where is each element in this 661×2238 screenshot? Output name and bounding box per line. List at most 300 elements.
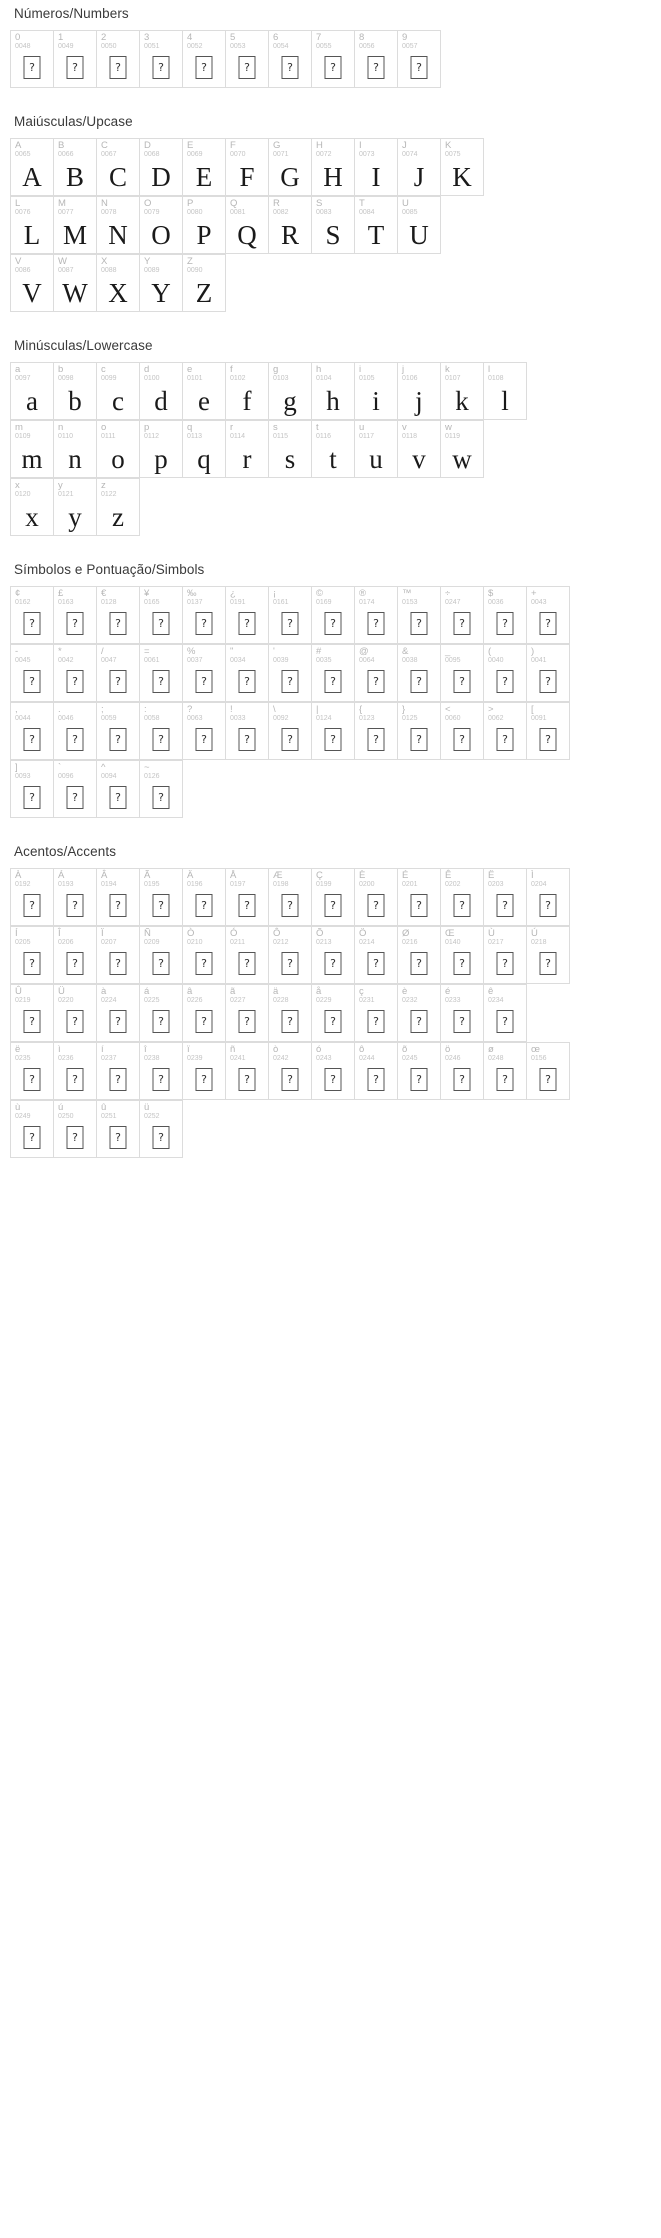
glyph-cell[interactable] (11, 31, 54, 88)
glyph-cell[interactable] (226, 985, 269, 1042)
glyph-cell[interactable] (11, 479, 54, 536)
glyph-cell[interactable] (11, 703, 54, 760)
glyph-code-label: 0100 (144, 375, 160, 382)
glyph-cell[interactable] (11, 363, 54, 420)
glyph-cell[interactable] (312, 869, 355, 926)
missing-glyph-icon: ? (67, 952, 84, 975)
glyph-char-label: ë (15, 1044, 21, 1055)
glyph-cell[interactable] (269, 703, 312, 760)
glyph-cell[interactable] (441, 645, 484, 702)
glyph-code-label: 0091 (531, 715, 547, 722)
glyph-cell[interactable] (398, 1043, 441, 1100)
glyph-preview: b (68, 386, 82, 416)
glyph-char-label: Û (15, 986, 22, 997)
glyph-cell[interactable] (140, 869, 183, 926)
missing-glyph-icon: ? (454, 894, 471, 917)
glyph-char-label: ~ (144, 762, 150, 773)
glyph-cell[interactable] (11, 255, 54, 312)
glyph-code-label: 0200 (359, 881, 375, 888)
glyph-cell[interactable] (140, 197, 183, 254)
glyph-row (10, 926, 570, 984)
glyph-cell[interactable] (54, 869, 97, 926)
glyph-cell[interactable] (140, 1101, 183, 1158)
glyph-preview: V (22, 278, 42, 308)
glyph-cell[interactable] (484, 645, 527, 702)
missing-glyph-icon: ? (454, 1068, 471, 1091)
glyph-cell[interactable] (441, 587, 484, 644)
glyph-cell[interactable] (97, 703, 140, 760)
glyph-code-label: 0045 (15, 657, 31, 664)
glyph-cell[interactable] (355, 421, 398, 478)
glyph-cell[interactable] (355, 985, 398, 1042)
missing-glyph-icon: ? (454, 728, 471, 751)
glyph-cell[interactable] (226, 421, 269, 478)
glyph-section-lowercase (0, 338, 661, 562)
glyph-preview: A (22, 162, 42, 192)
glyph-cell[interactable] (183, 255, 226, 312)
glyph-cell[interactable] (226, 927, 269, 984)
glyph-cell[interactable] (97, 645, 140, 702)
glyph-cell[interactable] (11, 985, 54, 1042)
glyph-cell[interactable] (54, 255, 97, 312)
glyph-char-label: P (187, 198, 194, 209)
glyph-char-label: î (144, 1044, 147, 1055)
glyph-cell[interactable] (226, 587, 269, 644)
glyph-char-label: c (101, 364, 106, 375)
glyph-cell[interactable] (312, 645, 355, 702)
glyph-char-label: Ú (531, 928, 538, 939)
glyph-cell[interactable] (269, 363, 312, 420)
glyph-char-label: è (402, 986, 408, 997)
glyph-cell[interactable] (54, 139, 97, 196)
glyph-cell[interactable] (54, 587, 97, 644)
glyph-cell[interactable] (97, 1101, 140, 1158)
glyph-cell[interactable] (355, 869, 398, 926)
glyph-code-label: 0074 (402, 151, 418, 158)
glyph-cell[interactable] (441, 869, 484, 926)
glyph-cell[interactable] (54, 761, 97, 818)
glyph-cell[interactable] (54, 1043, 97, 1100)
glyph-cell[interactable] (484, 587, 527, 644)
glyph-cell[interactable] (355, 363, 398, 420)
glyph-preview: j (415, 386, 423, 416)
glyph-cell[interactable] (398, 703, 441, 760)
glyph-preview: M (62, 220, 87, 250)
missing-glyph-icon: ? (368, 670, 385, 693)
glyph-cell[interactable] (355, 587, 398, 644)
glyph-cell[interactable] (355, 645, 398, 702)
glyph-cell[interactable] (11, 645, 54, 702)
glyph-cell[interactable] (97, 197, 140, 254)
glyph-code-label: 0034 (230, 657, 246, 664)
glyph-cell[interactable] (312, 31, 355, 88)
glyph-char-label: ç (359, 986, 364, 997)
missing-glyph-icon: ? (153, 1010, 170, 1033)
glyph-cell[interactable] (11, 421, 54, 478)
glyph-char-label: ñ (230, 1044, 236, 1055)
glyph-cell[interactable] (11, 761, 54, 818)
glyph-cell[interactable] (54, 31, 97, 88)
missing-glyph-icon: ? (196, 670, 213, 693)
glyph-cell[interactable] (11, 869, 54, 926)
glyph-cell[interactable] (269, 985, 312, 1042)
glyph-code-label: 0191 (230, 599, 246, 606)
glyph-cell[interactable] (269, 587, 312, 644)
glyph-code-label: 0243 (316, 1055, 332, 1062)
glyph-cell[interactable] (355, 197, 398, 254)
glyph-cell[interactable] (140, 645, 183, 702)
glyph-cell[interactable] (11, 927, 54, 984)
glyph-cell[interactable] (54, 1101, 97, 1158)
glyph-cell[interactable] (140, 927, 183, 984)
missing-glyph-icon: ? (282, 728, 299, 751)
glyph-cell[interactable] (484, 1043, 527, 1100)
glyph-cell[interactable] (312, 587, 355, 644)
glyph-cell[interactable] (183, 421, 226, 478)
glyph-char-label: 1 (58, 32, 64, 43)
glyph-char-label: j (402, 364, 405, 375)
glyph-cell[interactable] (527, 703, 570, 760)
glyph-cell[interactable] (183, 985, 226, 1042)
glyph-cell[interactable] (54, 479, 97, 536)
glyph-cell[interactable] (140, 31, 183, 88)
section-spacer (0, 536, 661, 562)
glyph-cell[interactable] (441, 927, 484, 984)
missing-glyph-icon: ? (497, 1010, 514, 1033)
missing-glyph-icon: ? (239, 894, 256, 917)
glyph-cell[interactable] (269, 645, 312, 702)
glyph-char-label: # (316, 646, 322, 657)
glyph-char-label: Ã (144, 870, 151, 881)
glyph-section-accents (0, 844, 661, 1184)
glyph-char-label: ) (531, 646, 535, 657)
missing-glyph-icon: ? (540, 612, 557, 635)
glyph-code-label: 0194 (101, 881, 117, 888)
glyph-char-label: ó (316, 1044, 322, 1055)
glyph-cell[interactable] (11, 1101, 54, 1158)
glyph-preview: G (280, 162, 300, 192)
glyph-code-label: 0233 (445, 997, 461, 1004)
missing-glyph-icon: ? (196, 952, 213, 975)
glyph-code-label: 0250 (58, 1113, 74, 1120)
glyph-cell[interactable] (183, 645, 226, 702)
glyph-cell[interactable] (269, 869, 312, 926)
glyph-cell[interactable] (54, 927, 97, 984)
glyph-cell[interactable] (269, 197, 312, 254)
glyph-cell[interactable] (269, 31, 312, 88)
glyph-code-label: 0140 (445, 939, 461, 946)
glyph-cell[interactable] (312, 985, 355, 1042)
glyph-char-label: G (273, 140, 281, 151)
glyph-preview: c (112, 386, 124, 416)
glyph-cell[interactable] (312, 363, 355, 420)
missing-glyph-icon: ? (24, 612, 41, 635)
glyph-code-label: 0043 (531, 599, 547, 606)
glyph-cell[interactable] (484, 869, 527, 926)
glyph-code-label: 0207 (101, 939, 117, 946)
glyph-code-label: 0213 (316, 939, 332, 946)
glyph-code-label: 0071 (273, 151, 289, 158)
glyph-code-label: 0092 (273, 715, 289, 722)
glyph-cell[interactable] (140, 139, 183, 196)
glyph-cell[interactable] (97, 139, 140, 196)
glyph-char-label: ò (273, 1044, 279, 1055)
glyph-cell[interactable] (183, 587, 226, 644)
glyph-row (10, 984, 527, 1042)
glyph-cell[interactable] (398, 139, 441, 196)
glyph-char-label: ] (15, 762, 18, 773)
glyph-cell[interactable] (226, 31, 269, 88)
glyph-cell[interactable] (97, 363, 140, 420)
glyph-char-label: Ø (402, 928, 410, 939)
glyph-cell[interactable] (269, 1043, 312, 1100)
glyph-cell[interactable] (484, 927, 527, 984)
glyph-code-label: 0239 (187, 1055, 203, 1062)
glyph-cell[interactable] (527, 587, 570, 644)
glyph-char-label: ¿ (230, 588, 236, 599)
glyph-code-label: 0216 (402, 939, 418, 946)
missing-glyph-icon: ? (239, 670, 256, 693)
glyph-cell[interactable] (97, 479, 140, 536)
glyph-cell[interactable] (183, 703, 226, 760)
glyph-code-label: 0128 (101, 599, 117, 606)
missing-glyph-icon: ? (454, 1010, 471, 1033)
glyph-char-label: Ñ (144, 928, 151, 939)
glyph-code-label: 0203 (488, 881, 504, 888)
glyph-cell[interactable] (97, 761, 140, 818)
glyph-cell[interactable] (183, 31, 226, 88)
glyph-cell[interactable] (97, 927, 140, 984)
glyph-cell[interactable] (183, 139, 226, 196)
missing-glyph-icon: ? (239, 612, 256, 635)
glyph-char-label: á (144, 986, 150, 997)
glyph-cell[interactable] (441, 985, 484, 1042)
glyph-cell[interactable] (312, 927, 355, 984)
glyph-char-label: y (58, 480, 63, 491)
glyph-char-label: , (15, 704, 18, 715)
glyph-cell[interactable] (269, 927, 312, 984)
glyph-cell[interactable] (226, 1043, 269, 1100)
glyph-code-label: 0042 (58, 657, 74, 664)
glyph-char-label: Ó (230, 928, 238, 939)
missing-glyph-icon: ? (282, 1068, 299, 1091)
glyph-cell[interactable] (183, 869, 226, 926)
glyph-cell[interactable] (183, 197, 226, 254)
glyph-cell[interactable] (54, 363, 97, 420)
glyph-preview: h (326, 386, 340, 416)
glyph-code-label: 0040 (488, 657, 504, 664)
glyph-cell[interactable] (398, 31, 441, 88)
glyph-code-label: 0156 (531, 1055, 547, 1062)
glyph-cell[interactable] (484, 703, 527, 760)
glyph-cell[interactable] (97, 985, 140, 1042)
glyph-code-label: 0090 (187, 267, 203, 274)
glyph-code-label: 0060 (445, 715, 461, 722)
glyph-char-label: ê (488, 986, 494, 997)
glyph-cell[interactable] (441, 1043, 484, 1100)
glyph-code-label: 0089 (144, 267, 160, 274)
glyph-cell[interactable] (183, 927, 226, 984)
glyph-cell[interactable] (484, 985, 527, 1042)
glyph-cell[interactable] (140, 761, 183, 818)
glyph-code-label: 0051 (144, 43, 160, 50)
glyph-cell[interactable] (441, 363, 484, 420)
glyph-cell[interactable] (140, 587, 183, 644)
glyph-code-label: 0111 (101, 433, 116, 440)
glyph-cell[interactable] (11, 587, 54, 644)
glyph-cell[interactable] (183, 363, 226, 420)
glyph-cell[interactable] (484, 363, 527, 420)
glyph-cell[interactable] (527, 869, 570, 926)
glyph-cell[interactable] (355, 1043, 398, 1100)
glyph-cell[interactable] (441, 703, 484, 760)
glyph-cell[interactable] (54, 197, 97, 254)
glyph-cell[interactable] (54, 985, 97, 1042)
glyph-cell[interactable] (312, 197, 355, 254)
glyph-char-label: 5 (230, 32, 236, 43)
glyph-cell[interactable] (183, 1043, 226, 1100)
glyph-cell[interactable] (312, 139, 355, 196)
glyph-code-label: 0165 (144, 599, 160, 606)
glyph-code-label: 0212 (273, 939, 289, 946)
glyph-cell[interactable] (527, 1043, 570, 1100)
glyph-row (10, 138, 484, 196)
missing-glyph-icon: ? (325, 612, 342, 635)
missing-glyph-icon: ? (24, 894, 41, 917)
missing-glyph-icon: ? (540, 728, 557, 751)
glyph-code-label: 0120 (15, 491, 31, 498)
glyph-cell[interactable] (226, 139, 269, 196)
glyph-char-label: B (58, 140, 65, 151)
glyph-cell[interactable] (527, 645, 570, 702)
missing-glyph-icon: ? (325, 670, 342, 693)
missing-glyph-icon: ? (67, 56, 84, 79)
glyph-char-label: ü (144, 1102, 150, 1113)
glyph-char-label: 7 (316, 32, 322, 43)
glyph-code-label: 0116 (316, 433, 332, 440)
glyph-code-label: 0058 (144, 715, 160, 722)
glyph-cell[interactable] (140, 985, 183, 1042)
glyph-cell[interactable] (140, 363, 183, 420)
missing-glyph-icon: ? (497, 952, 514, 975)
glyph-char-label: 4 (187, 32, 193, 43)
missing-glyph-icon: ? (24, 1010, 41, 1033)
glyph-cell[interactable] (97, 1043, 140, 1100)
missing-glyph-icon: ? (411, 894, 428, 917)
glyph-code-label: 0242 (273, 1055, 289, 1062)
glyph-cell[interactable] (11, 197, 54, 254)
glyph-cell[interactable] (97, 255, 140, 312)
glyph-code-label: 0094 (101, 773, 117, 780)
glyph-cell[interactable] (312, 421, 355, 478)
glyph-cell[interactable] (355, 703, 398, 760)
glyph-code-label: 0204 (531, 881, 547, 888)
glyph-cell[interactable] (97, 421, 140, 478)
glyph-cell[interactable] (140, 255, 183, 312)
glyph-cell[interactable] (226, 645, 269, 702)
section-spacer (0, 88, 661, 114)
missing-glyph-icon: ? (368, 56, 385, 79)
glyph-code-label: 0095 (445, 657, 461, 664)
missing-glyph-icon: ? (67, 786, 84, 809)
glyph-cell[interactable] (398, 869, 441, 926)
glyph-preview: n (68, 444, 82, 474)
glyph-cell[interactable] (398, 985, 441, 1042)
missing-glyph-icon: ? (411, 612, 428, 635)
glyph-cell[interactable] (11, 1043, 54, 1100)
glyph-code-label: 0039 (273, 657, 289, 664)
glyph-code-label: 0195 (144, 881, 160, 888)
glyph-cell[interactable] (398, 363, 441, 420)
glyph-char-label: U (402, 198, 409, 209)
glyph-cell[interactable] (398, 587, 441, 644)
missing-glyph-icon: ? (153, 786, 170, 809)
glyph-cell[interactable] (269, 421, 312, 478)
glyph-cell[interactable] (140, 1043, 183, 1100)
glyph-code-label: 0124 (316, 715, 332, 722)
glyph-code-label: 0237 (101, 1055, 117, 1062)
glyph-preview: t (329, 444, 337, 474)
glyph-code-label: 0248 (488, 1055, 504, 1062)
glyph-cell[interactable] (398, 197, 441, 254)
glyph-char-label: é (445, 986, 451, 997)
glyph-char-label: Q (230, 198, 238, 209)
glyph-char-label: { (359, 704, 363, 715)
glyph-cell[interactable] (226, 869, 269, 926)
missing-glyph-icon: ? (282, 56, 299, 79)
glyph-cell[interactable] (54, 703, 97, 760)
glyph-char-label: Ô (273, 928, 281, 939)
glyph-cell[interactable] (226, 703, 269, 760)
missing-glyph-icon: ? (24, 670, 41, 693)
glyph-preview: y (68, 502, 82, 532)
glyph-code-label: 0080 (187, 209, 203, 216)
glyph-char-label: Í (15, 928, 18, 939)
glyph-cell[interactable] (11, 139, 54, 196)
glyph-cell[interactable] (140, 421, 183, 478)
glyph-cell[interactable] (527, 927, 570, 984)
glyph-cell[interactable] (140, 703, 183, 760)
glyph-preview: F (239, 162, 255, 192)
glyph-char-label: ã (230, 986, 236, 997)
glyph-cell[interactable] (97, 869, 140, 926)
glyph-cell[interactable] (398, 927, 441, 984)
glyph-cell[interactable] (226, 363, 269, 420)
glyph-cell[interactable] (54, 645, 97, 702)
glyph-cell[interactable] (355, 927, 398, 984)
glyph-cell[interactable] (355, 31, 398, 88)
missing-glyph-icon: ? (110, 1068, 127, 1091)
glyph-code-label: 0047 (101, 657, 117, 664)
missing-glyph-icon: ? (282, 894, 299, 917)
glyph-cell[interactable] (441, 139, 484, 196)
glyph-cell[interactable] (269, 139, 312, 196)
glyph-code-label: 0053 (230, 43, 246, 50)
glyph-cell[interactable] (226, 197, 269, 254)
glyph-cell[interactable] (97, 31, 140, 88)
glyph-cell[interactable] (54, 421, 97, 478)
glyph-cell[interactable] (312, 703, 355, 760)
glyph-cell[interactable] (398, 645, 441, 702)
glyph-code-label: 0202 (445, 881, 461, 888)
glyph-cell[interactable] (398, 421, 441, 478)
glyph-row (10, 254, 226, 312)
glyph-cell[interactable] (441, 421, 484, 478)
glyph-cell[interactable] (97, 587, 140, 644)
glyph-cell[interactable] (312, 1043, 355, 1100)
glyph-char-label: T (359, 198, 365, 209)
glyph-cell[interactable] (355, 139, 398, 196)
